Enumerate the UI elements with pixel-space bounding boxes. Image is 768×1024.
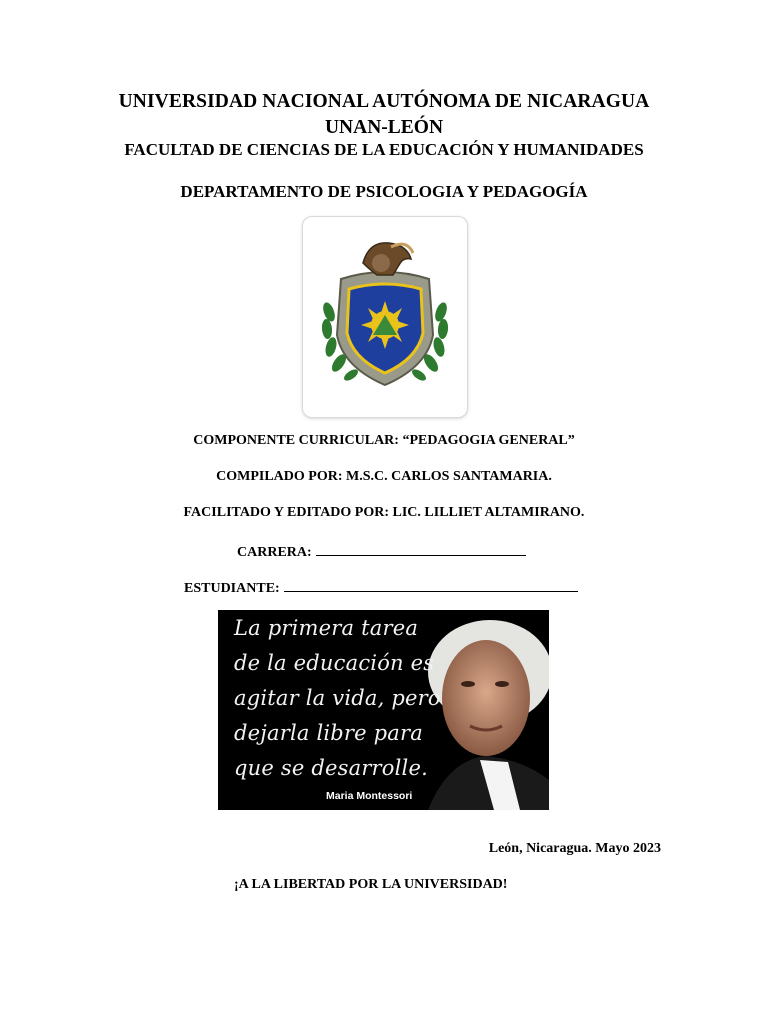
- portrait-illustration: [218, 610, 549, 810]
- faculty-name: FACULTAD DE CIENCIAS DE LA EDUCACIÓN Y HUMANIDADES: [124, 140, 644, 159]
- university-name: UNIVERSIDAD NACIONAL AUTÓNOMA DE NICARAGUA: [118, 91, 650, 112]
- university-motto: ¡A LA LIBERTAD POR LA UNIVERSIDAD!: [234, 877, 508, 892]
- quote-line-3: agitar la vida, pero: [234, 686, 441, 710]
- quote-line-4: dejarla libre para: [234, 721, 423, 745]
- career-field: [237, 541, 526, 561]
- place-date: León, Nicaragua. Mayo 2023: [488, 841, 661, 856]
- montessori-quote-image: [218, 610, 549, 810]
- quote-line-2: de la educación es: [234, 651, 435, 675]
- campus-name: UNAN-LEÓN: [324, 117, 444, 138]
- compiled-by: COMPILADO POR: M.S.C. CARLOS SANTAMARIA.: [216, 469, 552, 484]
- quote-author: Maria Montessori: [326, 790, 413, 802]
- university-crest-icon: [303, 217, 467, 417]
- career-blank-line[interactable]: [316, 541, 526, 556]
- curricular-component: COMPONENTE CURRICULAR: “PEDAGOGIA GENERAL”: [193, 433, 575, 448]
- quote-line-5: que se desarrolle.: [234, 756, 428, 780]
- career-label: CARRERA:: [237, 545, 312, 560]
- university-crest: [302, 216, 468, 418]
- student-label: ESTUDIANTE:: [184, 581, 280, 596]
- student-blank-line[interactable]: [284, 577, 578, 592]
- quote-line-1: La primera tarea: [234, 616, 419, 640]
- department-name: DEPARTAMENTO DE PSICOLOGIA Y PEDAGOGÍA: [180, 182, 588, 201]
- student-field: [184, 577, 578, 597]
- edited-by: FACILITADO Y EDITADO POR: LIC. LILLIET ALTAMIRANO.: [183, 505, 585, 520]
